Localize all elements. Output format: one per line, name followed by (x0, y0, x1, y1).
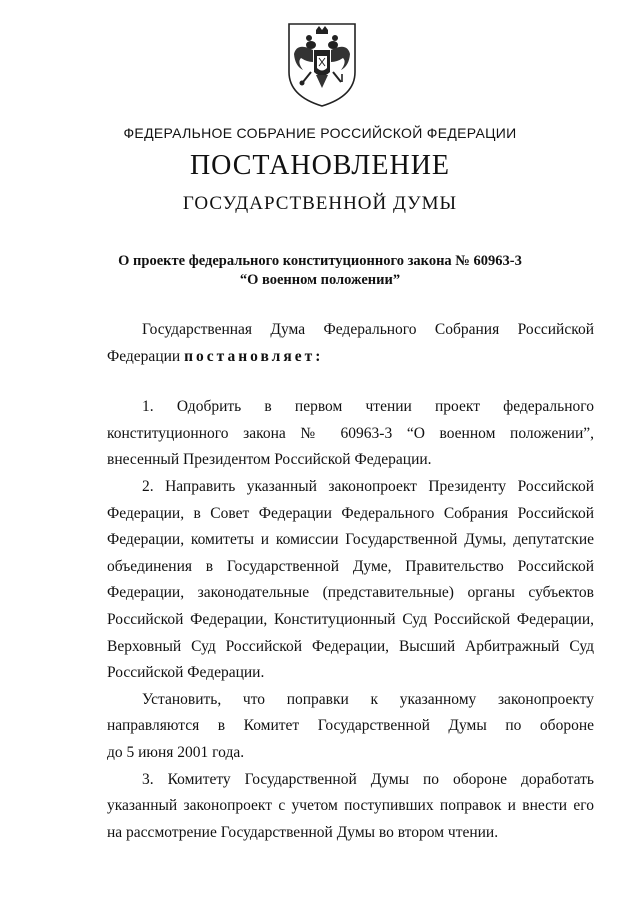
preamble-emphasis: постановляет: (184, 347, 324, 365)
item-2-line: Российской Федерации. (107, 664, 265, 682)
preamble-line-1: Государственная Дума Федерального Собрания Российской (142, 321, 594, 338)
item-2-line: Федерации, комитеты и комиссии Государственной Думы, депутатские (107, 531, 594, 549)
item-2-line: Федерации, в Совет Федерации Федерального Собрания Российской (107, 504, 594, 522)
item-2-deadline-line: до 5 июня 2001 года. (107, 743, 245, 761)
subject-line-2: “О военном положении” (239, 272, 401, 288)
document-body (107, 317, 594, 846)
document-title: ПОСТАНОВЛЕНИЕ (189, 150, 451, 181)
item-1-line: внесенный Президентом Российской Федерации. (107, 451, 432, 469)
subject-line-1: О проекте федерального конституционного закона № 60963-3 (118, 253, 522, 269)
item-2-line: объединения в Государственной Думе, Правительство Российской (107, 557, 594, 575)
item-1-line: конституционного закона № 60963-3 “О военном положении”, (107, 424, 594, 442)
item-2-line: 2. Направить указанный законопроект Президенту Российской (142, 477, 594, 495)
item-3-line: 3. Комитету Государственной Думы по обороне доработать (142, 770, 594, 788)
document-issuer: ГОСУДАРСТВЕННОЙ ДУМЫ (182, 193, 458, 214)
item-2-deadline-line: Установить, что поправки к указанному законопроекту (142, 690, 594, 708)
item-1-line: 1. Одобрить в первом чтении проект федерального (142, 398, 594, 416)
item-3-line: на рассмотрение Государственной Думы во втором чтении. (107, 823, 499, 841)
document-subject (0, 252, 640, 290)
organization-header: ФЕДЕРАЛЬНОЕ СОБРАНИЕ РОССИЙСКОЙ ФЕДЕРАЦИИ (123, 125, 517, 141)
item-2 (107, 474, 594, 687)
preamble-line-2 (107, 344, 594, 371)
item-2-line: Верховный Суд Российской Федерации, Высший Арбитражный Суд (107, 637, 594, 655)
preamble-text: Федерации (107, 347, 185, 365)
item-2-deadline-line: направляются в Комитет Государственной Думы по обороне (107, 717, 594, 735)
item-2-deadline (107, 687, 594, 767)
item-1 (107, 394, 594, 474)
item-3-line: указанный законопроект с учетом поступивших поправок и внести его (107, 797, 594, 815)
coat-of-arms-icon (283, 20, 361, 108)
item-3 (107, 767, 594, 847)
item-2-line: Федерации, законодательные (представительные) органы субъектов (107, 584, 594, 602)
item-2-line: Российской Федерации, Конституционный Суд Российской Федерации, (107, 610, 594, 628)
